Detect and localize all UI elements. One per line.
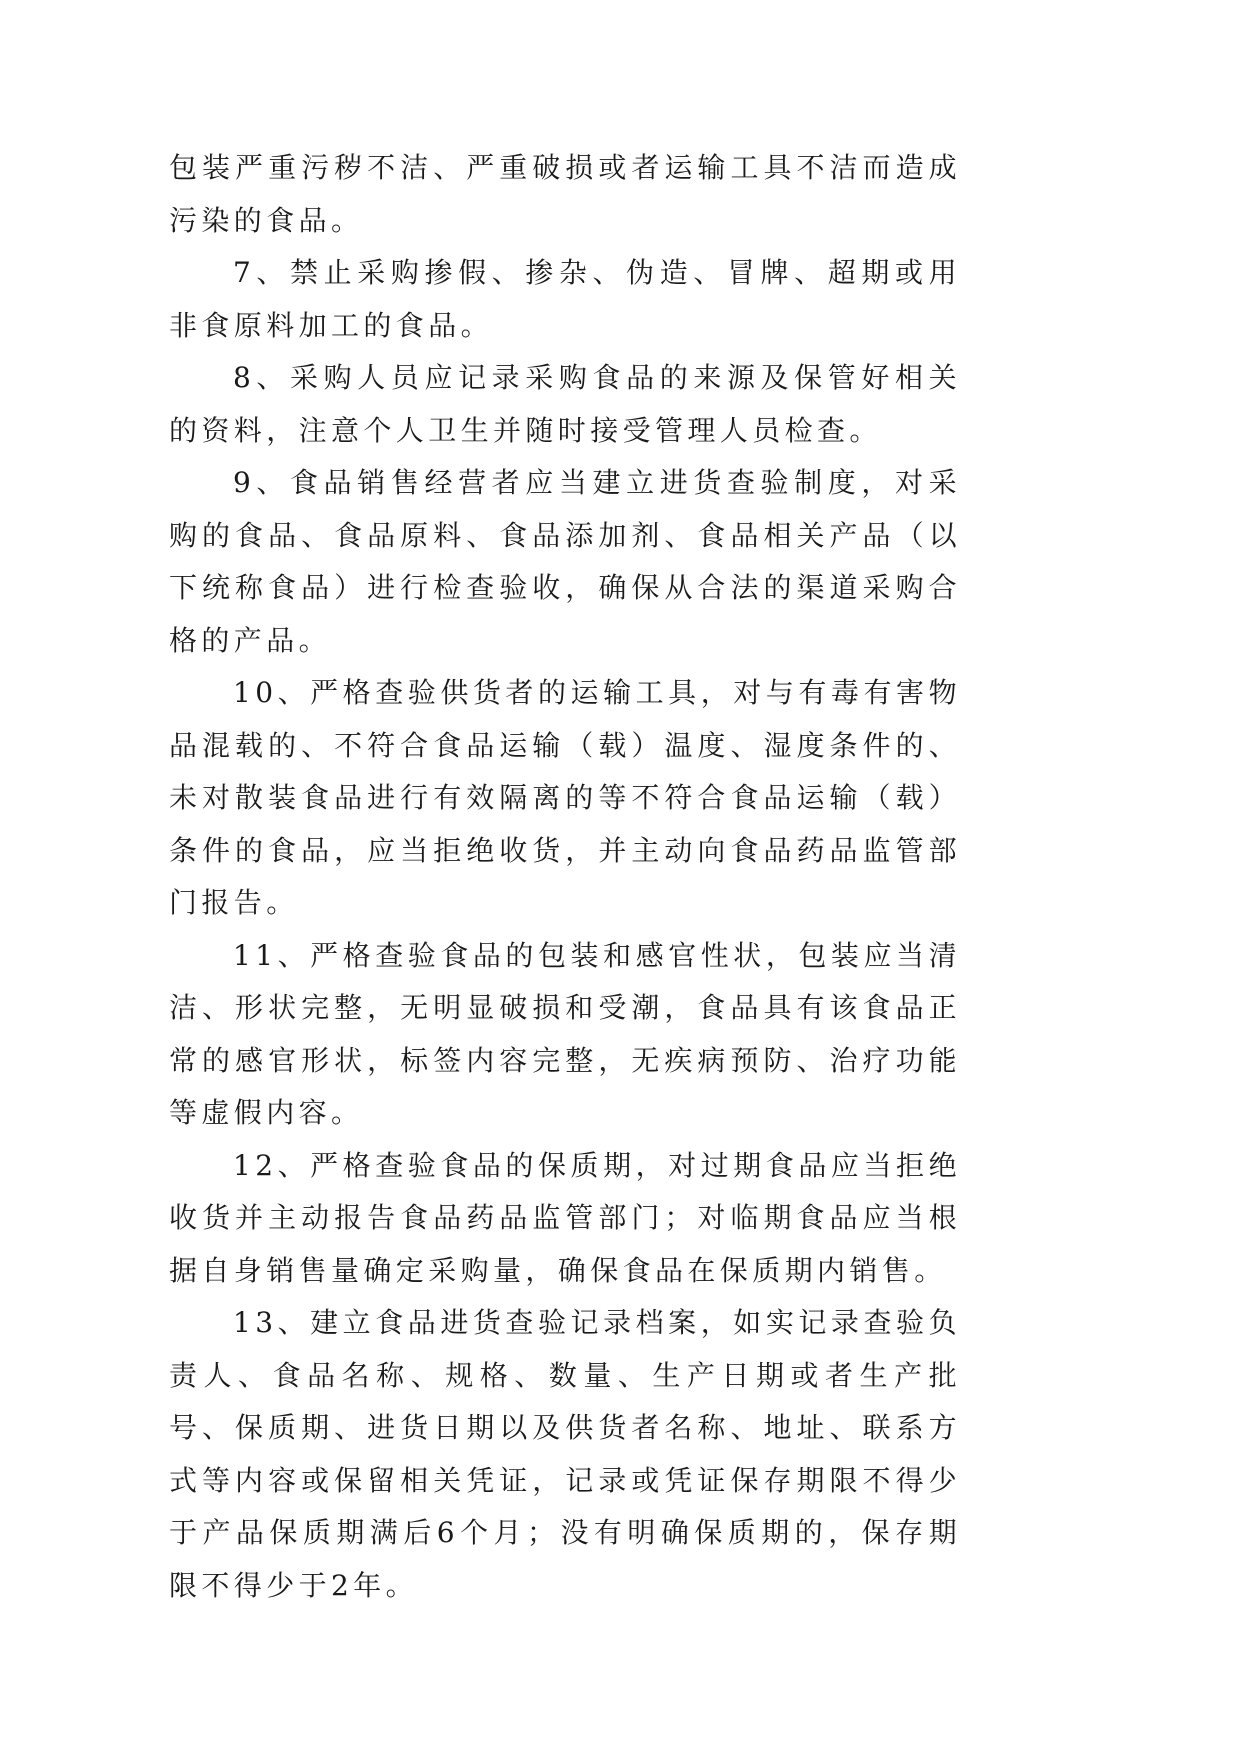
paragraph-continuation: 包装严重污秽不洁、严重破损或者运输工具不洁而造成污染的食品。 (169, 151, 961, 237)
paragraph-item-8: 8、采购人员应记录采购食品的来源及保管好相关的资料，注意个人卫生并随时接受管理人员检查。 (169, 361, 961, 447)
paragraph-item-12: 12、严格查验食品的保质期，对过期食品应当拒绝收货并主动报告食品药品监管部门；对临期食品应当根据自身销售量确定采购量，确保食品在保质期内销售。 (169, 1148, 961, 1287)
paragraph-item-13: 13、建立食品进货查验记录档案，如实记录查验负责人、食品名称、规格、数量、生产日期或者生产批号、保质期、进货日期以及供货者名称、地址、联系方式等内容或保留相关凭证，记录或凭证保存期限不得少于产品保质期满后6个月；没有明确保质期的，保存期限不得少于2年。 (169, 1306, 961, 1602)
document-body (169, 142, 961, 1612)
paragraph-item-10: 10、严格查验供货者的运输工具，对与有毒有害物品混载的、不符合食品运输（载）温度、湿度条件的、未对散装食品进行有效隔离的等不符合食品运输（载）条件的食品，应当拒绝收货，并主动向食品药品监管部门报告。 (169, 676, 961, 919)
paragraph-item-11: 11、严格查验食品的包装和感官性状，包装应当清洁、形状完整，无明显破损和受潮，食品具有该食品正常的感官形状，标签内容完整，无疾病预防、治疗功能等虚假内容。 (169, 938, 961, 1129)
paragraph-item-7: 7、禁止采购掺假、掺杂、伪造、冒牌、超期或用非食原料加工的食品。 (169, 256, 961, 342)
paragraph-item-9: 9、食品销售经营者应当建立进货查验制度，对采购的食品、食品原料、食品添加剂、食品相关产品（以下统称食品）进行检查验收，确保从合法的渠道采购合格的产品。 (169, 466, 961, 657)
